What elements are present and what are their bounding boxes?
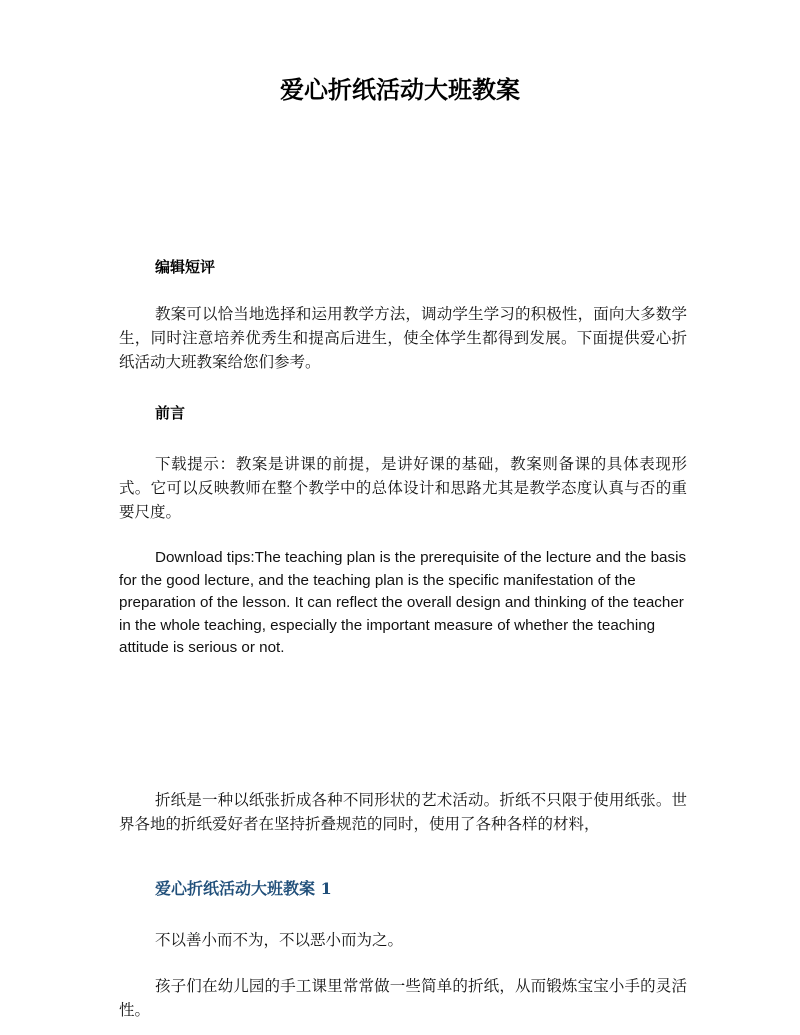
preface-paragraph-cn: 下载提示：教案是讲课的前提，是讲好课的基础，教案则备课的具体表现形式。它可以反映教师在整个教学中的总体设计和思路尤其是教学态度认真与否的重要尺度。 xyxy=(119,455,687,521)
intro-paragraph: 折纸是一种以纸张折成各种不同形状的艺术活动。折纸不只限于使用纸张。世界各地的折纸爱好者在坚持折叠规范的同时，使用了各种各样的材料， xyxy=(119,791,687,833)
document-title: 爱心折纸活动大班教案 xyxy=(280,75,520,104)
preface-paragraph-en: Download tips:The teaching plan is the prerequisite of the lecture and the basis for the good lecture, and the teaching plan is the specific manifestation of the preparation of the lesson. It can reflect the overall design and thinking of the teacher in the whole teaching, especially the important measure of whether the teaching attitude is serious or not. xyxy=(119,549,687,656)
plan-1-paragraph: 孩子们在幼儿园的手工课里常常做一些简单的折纸，从而锻炼宝宝小手的灵活性。 xyxy=(119,977,687,1019)
plan-1-quote: 不以善小而不为，不以恶小而为之。 xyxy=(155,931,404,949)
plan-1-heading: 爱心折纸活动大班教案 1 xyxy=(155,879,332,898)
editor-review-paragraph: 教案可以恰当地选择和运用教学方法，调动学生学习的积极性，面向大多数学生，同时注意培养优秀生和提高后进生，使全体学生都得到发展。下面提供爱心折纸活动大班教案给您们参考。 xyxy=(119,305,687,371)
section-heading-editor-review: 编辑短评 xyxy=(155,258,216,276)
section-heading-preface: 前言 xyxy=(155,404,186,422)
